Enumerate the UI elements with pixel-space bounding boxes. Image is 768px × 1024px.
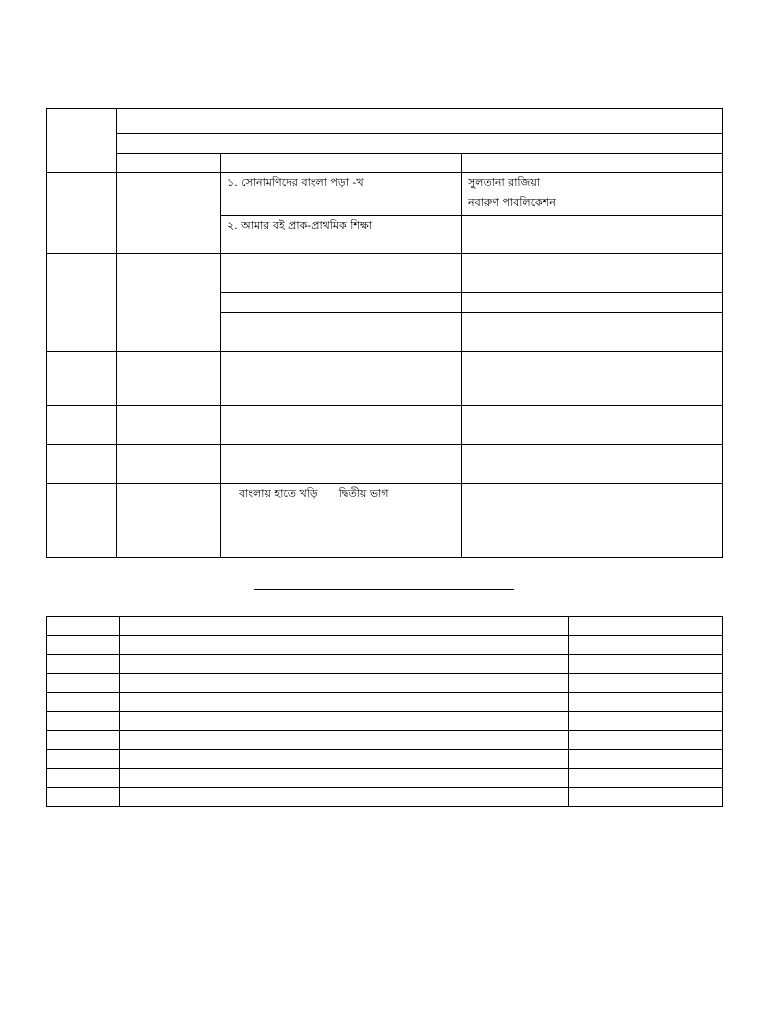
row-class-cell <box>47 352 117 406</box>
serial-cell <box>47 712 120 731</box>
row-class-cell <box>47 445 117 484</box>
book-title-cell <box>221 216 462 254</box>
book-author-cell <box>462 293 723 313</box>
serial-cell <box>47 788 120 807</box>
row-class-cell <box>47 484 117 558</box>
serial-cell <box>47 693 120 712</box>
table-row <box>47 636 723 655</box>
book-title-cell <box>221 352 462 406</box>
header-corner-cell <box>47 109 117 173</box>
book-author-cell <box>462 254 723 293</box>
table-row <box>47 445 723 484</box>
value-cell <box>569 674 723 693</box>
book-publisher: নবারুণ পাবলিকেশন <box>468 196 556 209</box>
item-cell <box>120 655 569 674</box>
header-subtitle-cell <box>117 134 723 154</box>
table-row <box>47 617 723 636</box>
table-row <box>47 352 723 406</box>
row-subject-cell <box>117 406 221 445</box>
serial-cell <box>47 750 120 769</box>
book-title-cell <box>221 445 462 484</box>
row-subject-cell <box>117 445 221 484</box>
book-title-cell <box>221 313 462 352</box>
row-class-cell <box>47 254 117 352</box>
book-author: সুলতানা রাজিয়া <box>468 176 541 189</box>
serial-cell <box>47 655 120 674</box>
row-subject-cell <box>117 173 221 254</box>
book-author-cell <box>462 484 723 558</box>
header-col-subject <box>117 154 221 173</box>
item-cell <box>120 731 569 750</box>
row-subject-cell <box>117 352 221 406</box>
table-row <box>47 693 723 712</box>
book-title-cell <box>221 406 462 445</box>
row-class-cell <box>47 406 117 445</box>
book-author-cell <box>462 216 723 254</box>
item-cell <box>120 693 569 712</box>
table-row <box>47 788 723 807</box>
row-subject-cell <box>117 254 221 352</box>
item-cell <box>120 788 569 807</box>
value-cell <box>569 617 723 636</box>
item-cell <box>120 750 569 769</box>
serial-cell <box>47 769 120 788</box>
item-cell <box>120 674 569 693</box>
book-title-cell <box>221 484 462 558</box>
value-cell <box>569 655 723 674</box>
table-row <box>47 750 723 769</box>
row-class-cell <box>47 173 117 254</box>
book-author-cell <box>462 173 723 216</box>
table-row <box>47 406 723 445</box>
book-title-cell <box>221 173 462 216</box>
book-title: বাংলায় হাতে খড়ি দ্বিতীয় ভাগ <box>239 487 389 500</box>
book-title-cell <box>221 254 462 293</box>
header-col-author <box>462 154 723 173</box>
row-subject-cell <box>117 484 221 558</box>
serial-cell <box>47 674 120 693</box>
value-cell <box>569 769 723 788</box>
lower-list-table <box>46 616 723 807</box>
book-author-cell <box>462 313 723 352</box>
item-cell <box>120 769 569 788</box>
table-row <box>47 769 723 788</box>
book-author-cell <box>462 352 723 406</box>
table-row <box>47 712 723 731</box>
book-list-table <box>46 108 723 558</box>
item-cell <box>120 712 569 731</box>
serial-cell <box>47 636 120 655</box>
table-row <box>47 731 723 750</box>
table-row <box>47 655 723 674</box>
header-col-book <box>221 154 462 173</box>
book-title: ১. সোনামণিদের বাংলা পড়া -খ <box>227 176 364 189</box>
item-cell <box>120 636 569 655</box>
table-row <box>47 674 723 693</box>
serial-cell <box>47 731 120 750</box>
book-author-cell <box>462 445 723 484</box>
table-row <box>47 173 723 216</box>
item-cell <box>120 617 569 636</box>
value-cell <box>569 712 723 731</box>
value-cell <box>569 788 723 807</box>
value-cell <box>569 731 723 750</box>
header-title-cell <box>117 109 723 134</box>
table-row <box>47 254 723 293</box>
value-cell <box>569 693 723 712</box>
serial-cell <box>47 617 120 636</box>
table-row <box>47 484 723 558</box>
book-title-cell <box>221 293 462 313</box>
value-cell <box>569 636 723 655</box>
section-divider-line <box>254 589 514 590</box>
lower-list-body <box>47 617 723 807</box>
value-cell <box>569 750 723 769</box>
book-title: ২. আমার বই প্রাক-প্রাথমিক শিক্ষা <box>227 219 372 232</box>
book-author-cell <box>462 406 723 445</box>
